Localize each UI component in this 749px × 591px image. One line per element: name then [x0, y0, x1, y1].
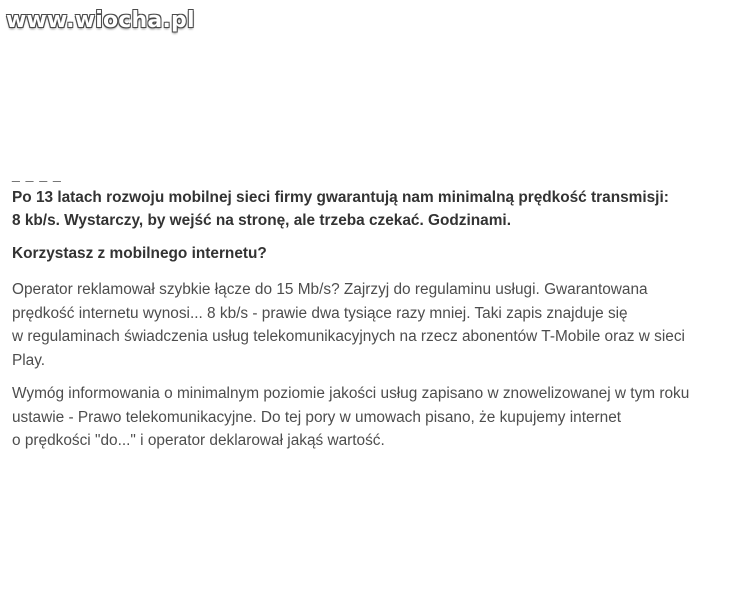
- section-divider: _ _ _ _: [12, 166, 62, 182]
- article-subheading: Korzystasz z mobilnego internetu?: [12, 245, 267, 262]
- site-watermark: www.wiocha.pl: [6, 8, 195, 33]
- article-paragraph-2: [12, 382, 734, 453]
- paragraph-line: ustawie - Prawo telekomunikacyjne. Do tej pory w umowach pisano, że kupujemy internet: [12, 408, 622, 426]
- lead-line: Po 13 latach rozwoju mobilnej sieci firmy gwarantują nam minimalną prędkość transmisji:: [12, 189, 669, 206]
- article-paragraph-1: [12, 278, 734, 372]
- paragraph-line: prędkość internetu wynosi... 8 kb/s - prawie dwa tysiące razy mniej. Taki zapis znajduje się: [12, 304, 628, 322]
- paragraph-line: Play.: [12, 351, 46, 369]
- paragraph-line: w regulaminach świadczenia usług telekomunikacyjnych na rzecz abonentów T-Mobile oraz w sieci: [12, 328, 685, 345]
- lead-line: 8 kb/s. Wystarczy, by wejść na stronę, ale trzeba czekać. Godzinami.: [12, 212, 511, 229]
- article-lead: [12, 186, 734, 232]
- article-body: [12, 166, 734, 463]
- paragraph-line: Wymóg informowania o minimalnym poziomie jakości usług zapisano w znowelizowanej w tym roku: [12, 385, 690, 402]
- paragraph-line: o prędkości "do..." i operator deklarował jakąś wartość.: [12, 432, 385, 449]
- paragraph-line: Operator reklamował szybkie łącze do 15 Mb/s? Zajrzyj do regulaminu usługi. Gwarantowana: [12, 281, 648, 298]
